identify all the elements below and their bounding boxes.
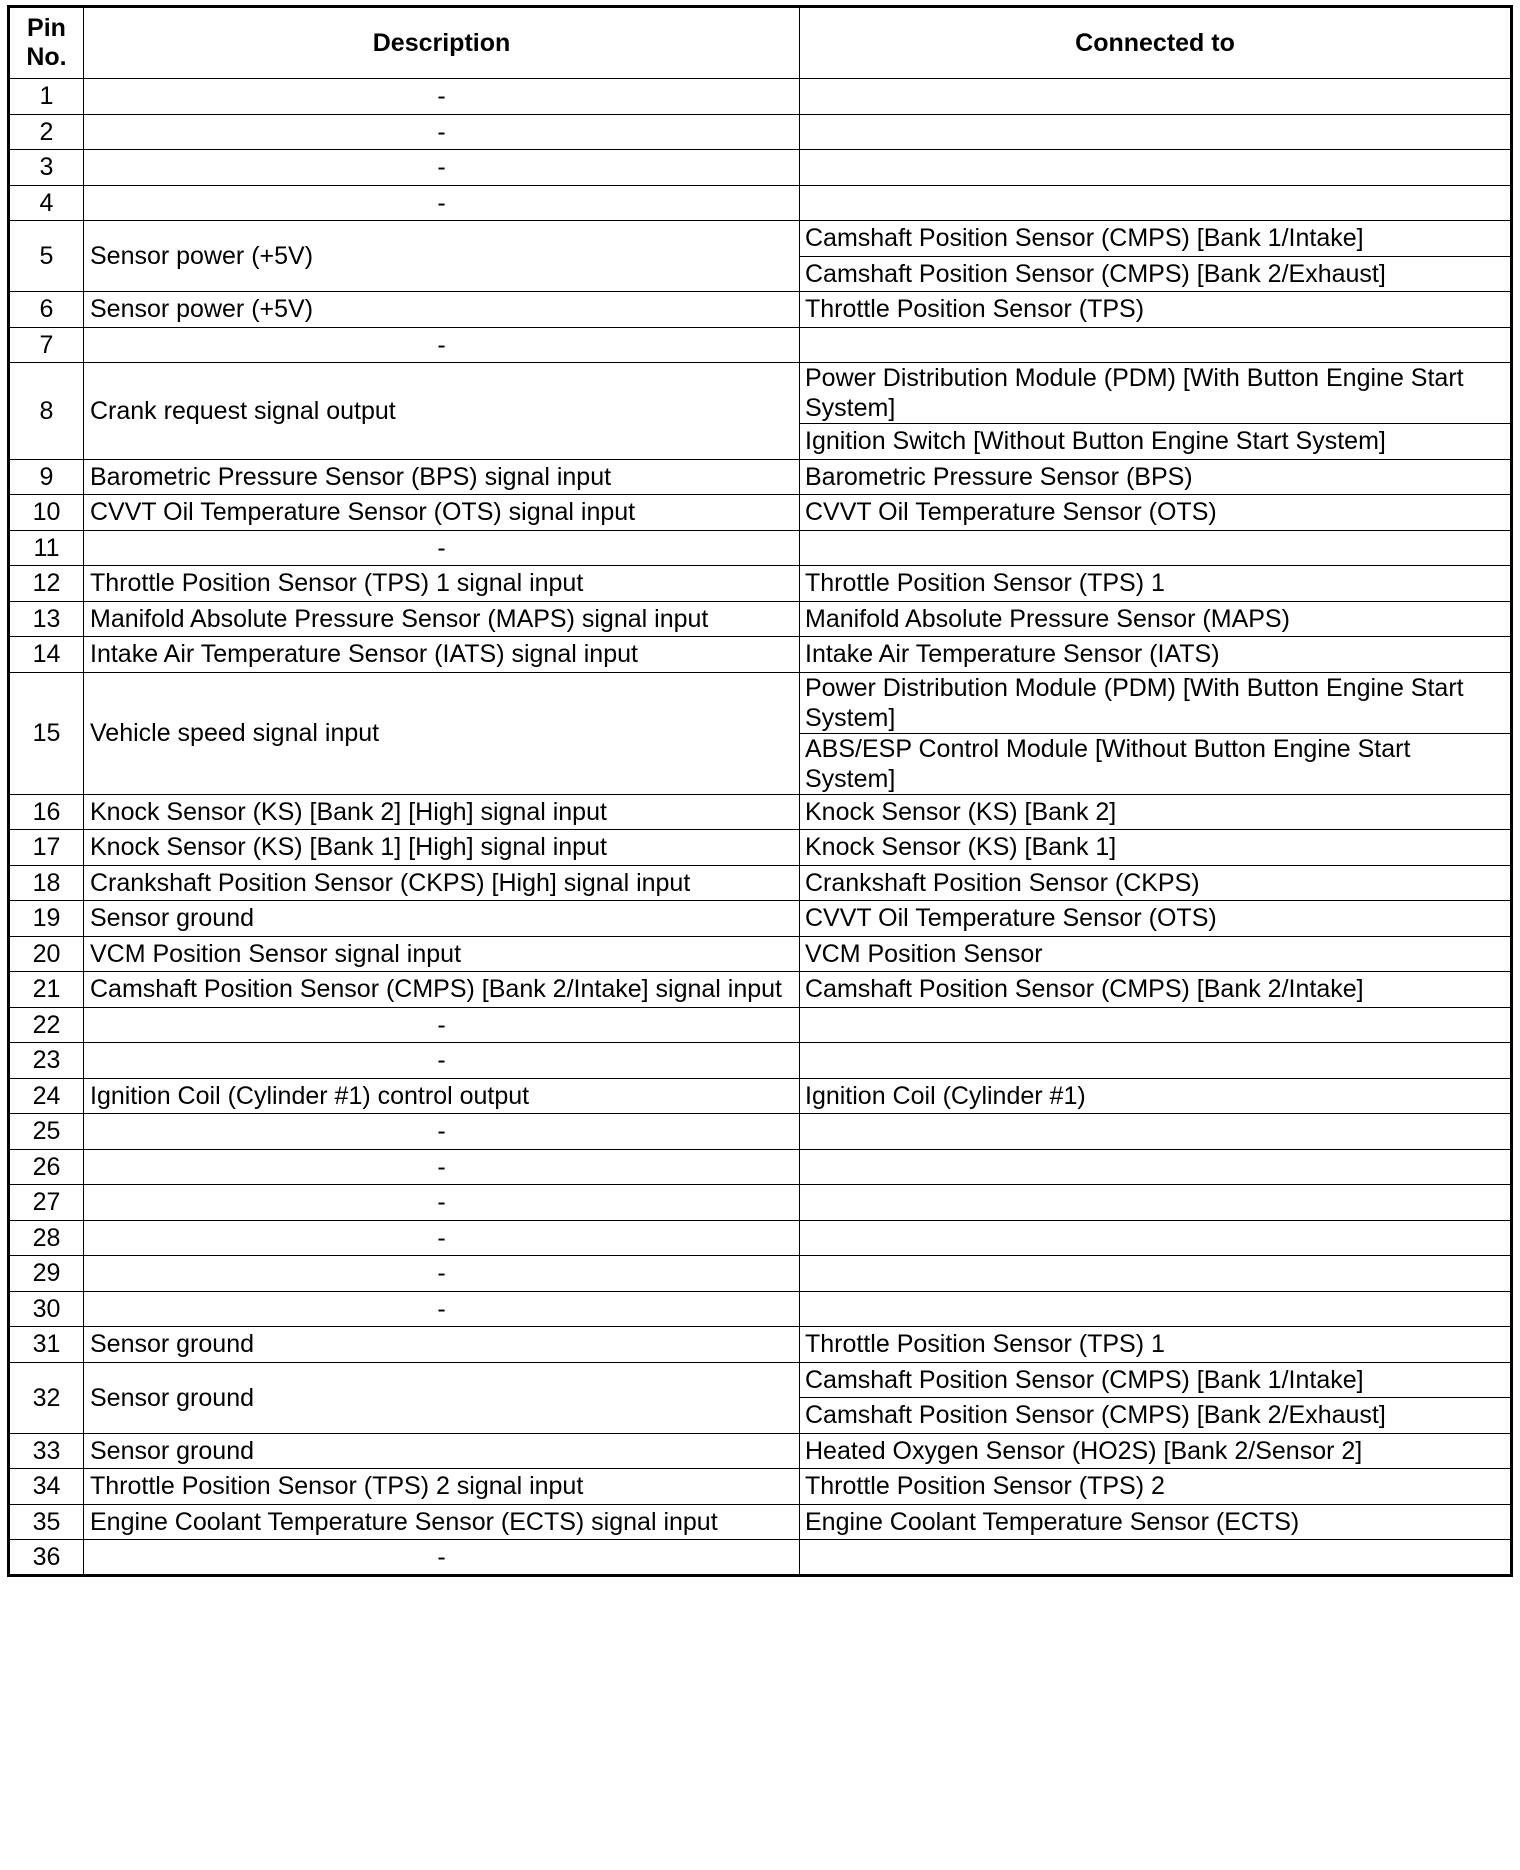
pin-connected-to: Camshaft Position Sensor (CMPS) [Bank 1/Intake] (800, 221, 1512, 257)
pin-description: Sensor ground (84, 1327, 800, 1363)
pin-description: Manifold Absolute Pressure Sensor (MAPS) signal input (84, 601, 800, 637)
pin-number: 28 (9, 1220, 84, 1256)
pin-number: 22 (9, 1007, 84, 1043)
pin-number: 30 (9, 1291, 84, 1327)
pin-description: - (84, 1149, 800, 1185)
pin-number: 12 (9, 566, 84, 602)
pin-description: VCM Position Sensor signal input (84, 936, 800, 972)
pin-description: Throttle Position Sensor (TPS) 2 signal input (84, 1469, 800, 1505)
pin-description: CVVT Oil Temperature Sensor (OTS) signal input (84, 495, 800, 531)
pin-connected-to (800, 1007, 1512, 1043)
table-row (9, 601, 1512, 637)
pin-connected-to: Ignition Coil (Cylinder #1) (800, 1078, 1512, 1114)
pin-number: 32 (9, 1362, 84, 1433)
pin-connected-to: ABS/ESP Control Module [Without Button Engine Start System] (800, 733, 1512, 794)
pin-table (7, 5, 1513, 1577)
pin-connected-to (800, 150, 1512, 186)
table-row (9, 459, 1512, 495)
table-row (9, 530, 1512, 566)
table-row (9, 1291, 1512, 1327)
pin-description: Crankshaft Position Sensor (CKPS) [High] signal input (84, 865, 800, 901)
pin-connected-to: Power Distribution Module (PDM) [With Button Engine Start System] (800, 672, 1512, 733)
pin-description: Throttle Position Sensor (TPS) 1 signal input (84, 566, 800, 602)
table-row (9, 1469, 1512, 1505)
pin-number: 19 (9, 901, 84, 937)
table-row (9, 1149, 1512, 1185)
pin-number: 25 (9, 1114, 84, 1150)
pin-number: 34 (9, 1469, 84, 1505)
table-row (9, 865, 1512, 901)
pin-description: - (84, 327, 800, 363)
pin-connected-to: VCM Position Sensor (800, 936, 1512, 972)
table-row (9, 1540, 1512, 1576)
pin-description: - (84, 114, 800, 150)
pin-number: 2 (9, 114, 84, 150)
pin-description: - (84, 1185, 800, 1221)
pin-connected-to: Throttle Position Sensor (TPS) 1 (800, 1327, 1512, 1363)
table-row (9, 1185, 1512, 1221)
pin-description: - (84, 1114, 800, 1150)
pin-connected-to: Crankshaft Position Sensor (CKPS) (800, 865, 1512, 901)
pin-connected-to: Knock Sensor (KS) [Bank 2] (800, 794, 1512, 830)
table-row (9, 1362, 1512, 1398)
pin-number: 15 (9, 672, 84, 794)
pin-description: Vehicle speed signal input (84, 672, 800, 794)
pin-number: 11 (9, 530, 84, 566)
pin-description: - (84, 1540, 800, 1576)
pin-number: 18 (9, 865, 84, 901)
pin-connected-to (800, 1291, 1512, 1327)
table-row (9, 830, 1512, 866)
pin-number: 29 (9, 1256, 84, 1292)
pin-connected-to: CVVT Oil Temperature Sensor (OTS) (800, 495, 1512, 531)
table-row (9, 566, 1512, 602)
pin-number: 13 (9, 601, 84, 637)
pin-number: 1 (9, 79, 84, 115)
pin-description: - (84, 1220, 800, 1256)
pin-description: - (84, 150, 800, 186)
pin-connected-to: Manifold Absolute Pressure Sensor (MAPS) (800, 601, 1512, 637)
pin-number: 3 (9, 150, 84, 186)
pin-connected-to (800, 327, 1512, 363)
pin-number: 7 (9, 327, 84, 363)
pin-number: 6 (9, 292, 84, 328)
table-row (9, 1043, 1512, 1079)
pin-description: Barometric Pressure Sensor (BPS) signal input (84, 459, 800, 495)
table-row (9, 1220, 1512, 1256)
pin-number: 14 (9, 637, 84, 673)
table-row (9, 185, 1512, 221)
pin-connected-to: Throttle Position Sensor (TPS) (800, 292, 1512, 328)
table-row (9, 637, 1512, 673)
pin-description: Crank request signal output (84, 363, 800, 460)
pin-connected-to: Barometric Pressure Sensor (BPS) (800, 459, 1512, 495)
header-row (9, 7, 1512, 79)
table-header (9, 7, 1512, 79)
pin-description: - (84, 1256, 800, 1292)
pin-number: 26 (9, 1149, 84, 1185)
pin-connected-to (800, 114, 1512, 150)
pin-connected-to (800, 1114, 1512, 1150)
pin-connected-to: Camshaft Position Sensor (CMPS) [Bank 2/Exhaust] (800, 256, 1512, 292)
header-connected-to: Connected to (800, 7, 1512, 79)
table-row (9, 363, 1512, 424)
pin-description: Sensor ground (84, 1433, 800, 1469)
table-row (9, 114, 1512, 150)
pin-connected-to (800, 1149, 1512, 1185)
pin-connected-to (800, 79, 1512, 115)
pin-number: 8 (9, 363, 84, 460)
pin-description: Intake Air Temperature Sensor (IATS) signal input (84, 637, 800, 673)
pin-connected-to: Heated Oxygen Sensor (HO2S) [Bank 2/Sensor 2] (800, 1433, 1512, 1469)
table-row (9, 1007, 1512, 1043)
table-body (9, 79, 1512, 1576)
table-row (9, 1256, 1512, 1292)
pin-description: Sensor power (+5V) (84, 221, 800, 292)
pin-number: 9 (9, 459, 84, 495)
pin-number: 4 (9, 185, 84, 221)
pin-description: - (84, 530, 800, 566)
table-row (9, 1433, 1512, 1469)
pin-description: Ignition Coil (Cylinder #1) control output (84, 1078, 800, 1114)
pin-description: - (84, 79, 800, 115)
pin-description: Sensor power (+5V) (84, 292, 800, 328)
pin-description: Knock Sensor (KS) [Bank 2] [High] signal input (84, 794, 800, 830)
pin-number: 24 (9, 1078, 84, 1114)
pin-connected-to (800, 1185, 1512, 1221)
pin-connected-to: Power Distribution Module (PDM) [With Button Engine Start System] (800, 363, 1512, 424)
pin-number: 5 (9, 221, 84, 292)
pin-number: 36 (9, 1540, 84, 1576)
pin-number: 23 (9, 1043, 84, 1079)
table-row (9, 327, 1512, 363)
table-row (9, 495, 1512, 531)
pin-connected-to (800, 185, 1512, 221)
pin-description: Sensor ground (84, 901, 800, 937)
table-row (9, 794, 1512, 830)
header-pin-no: Pin No. (9, 7, 84, 79)
pin-number: 10 (9, 495, 84, 531)
pin-number: 27 (9, 1185, 84, 1221)
table-row (9, 901, 1512, 937)
pin-number: 33 (9, 1433, 84, 1469)
pin-connected-to: Camshaft Position Sensor (CMPS) [Bank 2/Exhaust] (800, 1398, 1512, 1434)
table-row (9, 1114, 1512, 1150)
table-row (9, 1327, 1512, 1363)
pin-connected-to (800, 1043, 1512, 1079)
pin-connected-to: Knock Sensor (KS) [Bank 1] (800, 830, 1512, 866)
pin-connected-to (800, 1540, 1512, 1576)
pin-connected-to: CVVT Oil Temperature Sensor (OTS) (800, 901, 1512, 937)
pin-number: 16 (9, 794, 84, 830)
pin-connected-to (800, 530, 1512, 566)
table-row (9, 1078, 1512, 1114)
pin-number: 17 (9, 830, 84, 866)
header-description: Description (84, 7, 800, 79)
pin-description: - (84, 1007, 800, 1043)
table-row (9, 672, 1512, 733)
pin-number: 35 (9, 1504, 84, 1540)
pin-number: 31 (9, 1327, 84, 1363)
table-row (9, 936, 1512, 972)
pin-connected-to: Throttle Position Sensor (TPS) 1 (800, 566, 1512, 602)
pin-connected-to (800, 1220, 1512, 1256)
pin-number: 21 (9, 972, 84, 1008)
table-row (9, 79, 1512, 115)
pin-description: Knock Sensor (KS) [Bank 1] [High] signal input (84, 830, 800, 866)
pin-connected-to: Camshaft Position Sensor (CMPS) [Bank 2/Intake] (800, 972, 1512, 1008)
pin-number: 20 (9, 936, 84, 972)
pin-description: - (84, 1291, 800, 1327)
pin-connected-to: Engine Coolant Temperature Sensor (ECTS) (800, 1504, 1512, 1540)
pin-description: Camshaft Position Sensor (CMPS) [Bank 2/Intake] signal input (84, 972, 800, 1008)
pin-description: - (84, 185, 800, 221)
table-row (9, 972, 1512, 1008)
table-row (9, 221, 1512, 257)
table-row (9, 1504, 1512, 1540)
table-row (9, 292, 1512, 328)
pin-connected-to: Throttle Position Sensor (TPS) 2 (800, 1469, 1512, 1505)
pin-connected-to: Ignition Switch [Without Button Engine Start System] (800, 424, 1512, 460)
pin-connected-to (800, 1256, 1512, 1292)
pin-connected-to: Intake Air Temperature Sensor (IATS) (800, 637, 1512, 673)
pin-description: - (84, 1043, 800, 1079)
pin-connected-to: Camshaft Position Sensor (CMPS) [Bank 1/Intake] (800, 1362, 1512, 1398)
pin-description: Engine Coolant Temperature Sensor (ECTS) signal input (84, 1504, 800, 1540)
table-row (9, 150, 1512, 186)
pin-description: Sensor ground (84, 1362, 800, 1433)
